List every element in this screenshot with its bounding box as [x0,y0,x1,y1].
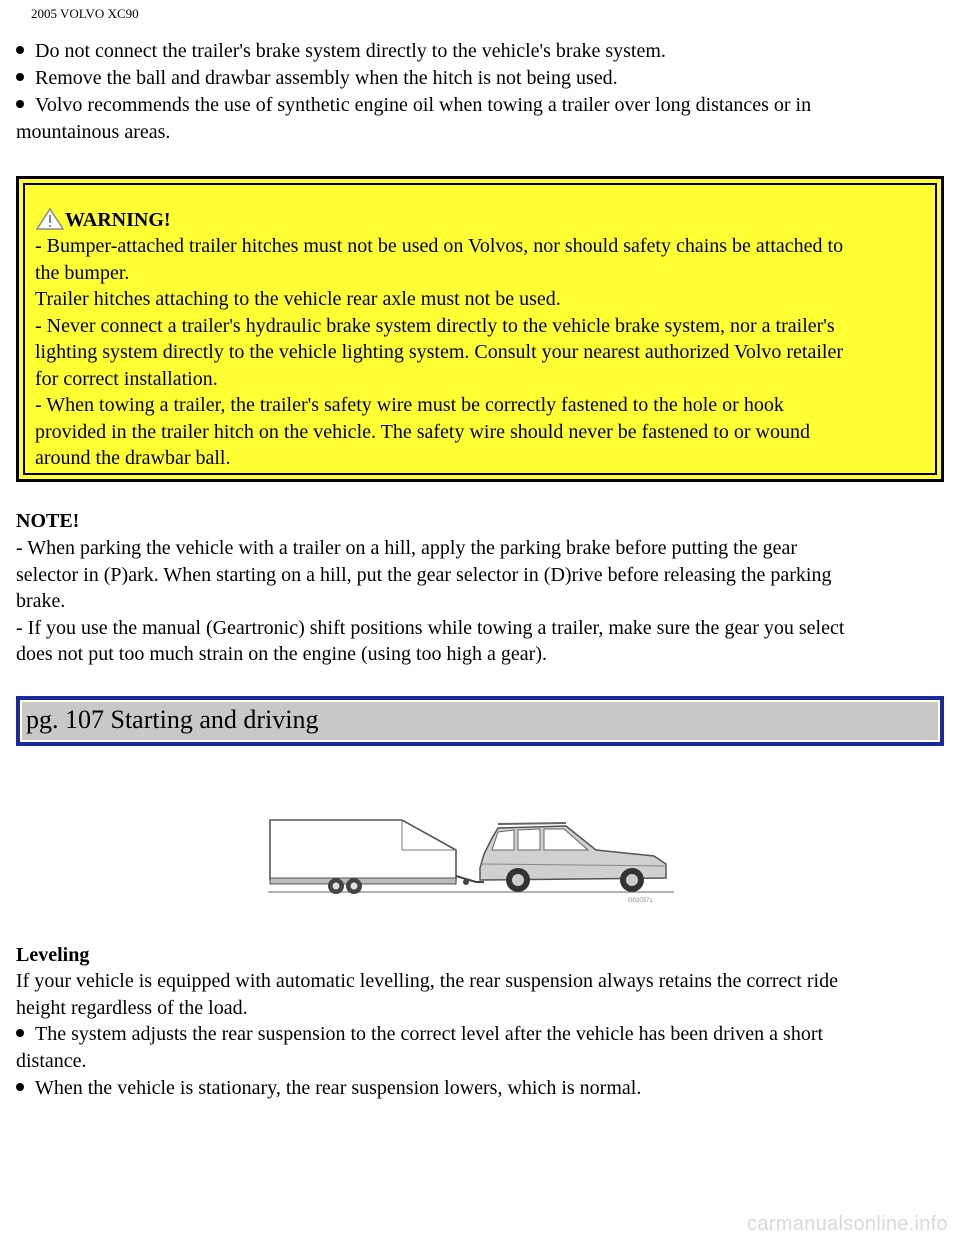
leveling-title: Leveling [16,944,90,966]
warning-triangle-icon [35,207,65,231]
note-text: - If you use the manual (Geartronic) shift positions while towing a trailer, make sure the gear you select [16,616,845,639]
warning-inner [23,183,937,475]
warning-text: provided in the trailer hitch on the vehicle. The safety wire should never be fastened to or wound [35,420,810,443]
warning-text: lighting system directly to the vehicle lighting system. Consult your nearest authorized Volvo retailer [35,341,843,363]
document-header: 2005 VOLVO XC90 [31,6,139,21]
list-item-continuation: mountainous areas. [16,121,171,143]
note-text: does not put too much strain on the engine (using too high a gear). [16,643,548,665]
section-heading: pg. 107 Starting and driving [20,700,940,742]
warning-text: - Never connect a trailer's hydraulic brake system directly to the vehicle brake system, nor a trailer's [35,314,835,337]
list-item-continuation: distance. [16,1050,87,1072]
car-towing-trailer-illustration [266,810,676,905]
list-item: Volvo recommends the use of synthetic engine oil when towing a trailer over long distances or in [16,92,936,119]
leveling-block [16,942,941,1102]
bullet-icon [16,100,24,108]
warning-text: Trailer hitches attaching to the vehicle rear axle must not be used. [35,288,561,310]
bullet-icon [16,1083,24,1091]
svg-text:G020371: G020371 [628,898,653,904]
list-item: The system adjusts the rear suspension to the correct level after the vehicle has been driven a short [16,1021,941,1048]
list-item: Do not connect the trailer's brake system directly to the vehicle's brake system. [16,38,936,65]
note-text: - When parking the vehicle with a trailer on a hill, apply the parking brake before putting the gear [16,537,798,559]
warning-text: the bumper. [35,261,130,284]
leveling-text: height regardless of the load. [16,996,248,1019]
leveling-text: If your vehicle is equipped with automatic levelling, the rear suspension always retains the correct ride [16,970,838,992]
towing-bullet-list [16,38,936,146]
note-text: selector in (P)ark. When starting on a hill, put the gear selector in (D)rive before releasing the parking [16,563,832,586]
bullet-icon [16,1029,24,1037]
warning-text: - Bumper-attached trailer hitches must not be used on Volvos, nor should safety chains be attached to [35,235,844,257]
list-item: Remove the ball and drawbar assembly when the hitch is not being used. [16,65,936,92]
warning-text: - When towing a trailer, the trailer's safety wire must be correctly fastened to the hole or hook [35,394,784,416]
note-text: brake. [16,590,66,612]
warning-text: for correct installation. [35,367,218,390]
section-heading-bar [16,696,944,746]
bullet-icon [16,73,24,81]
note-title: NOTE! [16,510,80,532]
note-block [16,508,941,668]
list-item: When the vehicle is stationary, the rear suspension lowers, which is normal. [16,1075,941,1102]
bullet-icon [16,46,24,54]
watermark: carmanualsonline.info [747,1213,948,1235]
warning-box [16,176,944,482]
warning-title: WARNING! [65,209,171,231]
warning-text: around the drawbar ball. [35,447,231,469]
